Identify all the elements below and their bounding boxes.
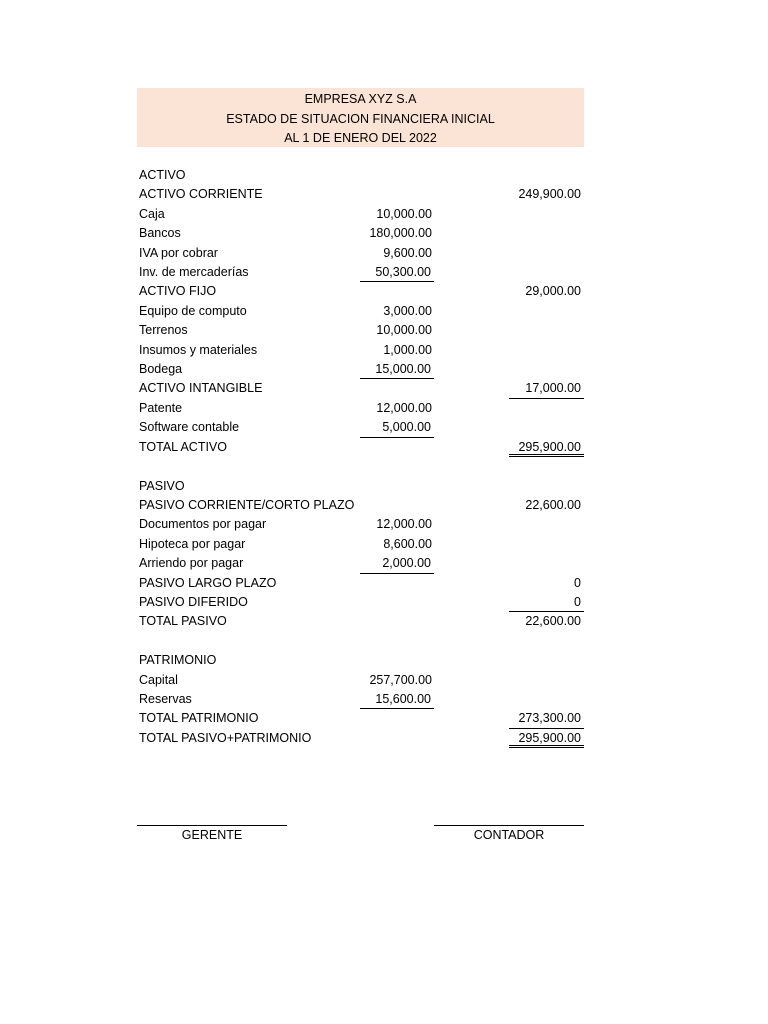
total-pasivo-patrimonio-row: TOTAL PASIVO+PATRIMONIO 295,900.00: [137, 729, 587, 748]
section-heading-pasivo: PASIVO: [139, 478, 185, 493]
activo-fijo-total: 29,000.00: [525, 284, 581, 299]
signature-caption: CONTADOR: [473, 828, 545, 842]
activo-corriente-total: 249,900.00: [518, 187, 581, 202]
activo-fijo-row: ACTIVO FIJO 29,000.00: [137, 282, 587, 301]
section-heading-patrimonio: PATRIMONIO: [139, 653, 217, 668]
total-patrimonio-row: TOTAL PATRIMONIO 273,300.00: [137, 709, 587, 728]
statement-date: AL 1 DE ENERO DEL 2022: [284, 131, 437, 145]
line-item-row: Arriendo por pagar 2,000.00: [137, 554, 587, 573]
pasivo-corriente-total: 22,600.00: [525, 497, 581, 512]
signature-line: [434, 825, 584, 826]
line-item-row: Caja 10,000.00: [139, 206, 432, 221]
line-item-row: Terrenos 10,000.00: [139, 323, 432, 338]
line-item-row: Equipo de computo 3,000.00: [139, 303, 432, 318]
line-item-row: Bodega 15,000.00: [137, 360, 587, 379]
total-pasivo-row: TOTAL PASIVO 22,600.00: [137, 612, 587, 631]
statement-title: ESTADO DE SITUACION FINANCIERA INICIAL: [226, 111, 495, 126]
activo-intangible-total: 17,000.00: [509, 379, 584, 398]
signature-caption: GERENTE: [181, 828, 243, 842]
line-item-row: Insumos y materiales 1,000.00: [139, 342, 432, 357]
statement-header: [137, 88, 584, 147]
spacer: [137, 632, 587, 651]
spacer: [137, 457, 587, 476]
line-item-row: Inv. de mercaderías 50,300.00: [137, 263, 587, 282]
signature-contador: [434, 825, 584, 842]
line-item-row: Reservas 15,600.00: [137, 690, 587, 709]
pasivo-largo-row: PASIVO LARGO PLAZO 0: [137, 574, 587, 593]
line-item-row: Bancos 180,000.00: [139, 226, 432, 241]
line-item-row: Patente 12,000.00: [139, 400, 432, 415]
pasivo-largo-total: 0: [574, 575, 581, 590]
section-heading-activo: ACTIVO: [139, 168, 186, 182]
signature-gerente: [137, 825, 287, 842]
total-pasivo-value: 22,600.00: [525, 614, 581, 629]
line-item-row: Hipoteca por pagar 8,600.00: [139, 536, 432, 551]
line-item-row: Software contable 5,000.00: [137, 418, 587, 437]
company-name: EMPRESA XYZ S.A: [304, 92, 417, 106]
activo-intangible-row: ACTIVO INTANGIBLE 17,000.00: [137, 379, 587, 398]
total-activo-row: TOTAL ACTIVO 295,900.00: [137, 438, 587, 457]
total-activo-value: 295,900.00: [509, 438, 584, 457]
line-item-row: IVA por cobrar 9,600.00: [139, 245, 432, 260]
line-item-row: Capital 257,700.00: [139, 672, 432, 687]
signature-line: [137, 825, 287, 826]
pasivo-corriente-row: PASIVO CORRIENTE/CORTO PLAZO 22,600.00: [137, 496, 587, 515]
pasivo-diferido-row: PASIVO DIFERIDO 0: [137, 593, 587, 612]
balance-sheet: [137, 166, 587, 748]
activo-corriente-row: ACTIVO CORRIENTE 249,900.00: [137, 185, 587, 204]
line-item-row: Documentos por pagar 12,000.00: [139, 517, 432, 532]
total-pasivo-patrimonio-value: 295,900.00: [509, 729, 584, 748]
total-patrimonio-value: 273,300.00: [509, 709, 584, 728]
pasivo-diferido-total: 0: [509, 593, 584, 612]
